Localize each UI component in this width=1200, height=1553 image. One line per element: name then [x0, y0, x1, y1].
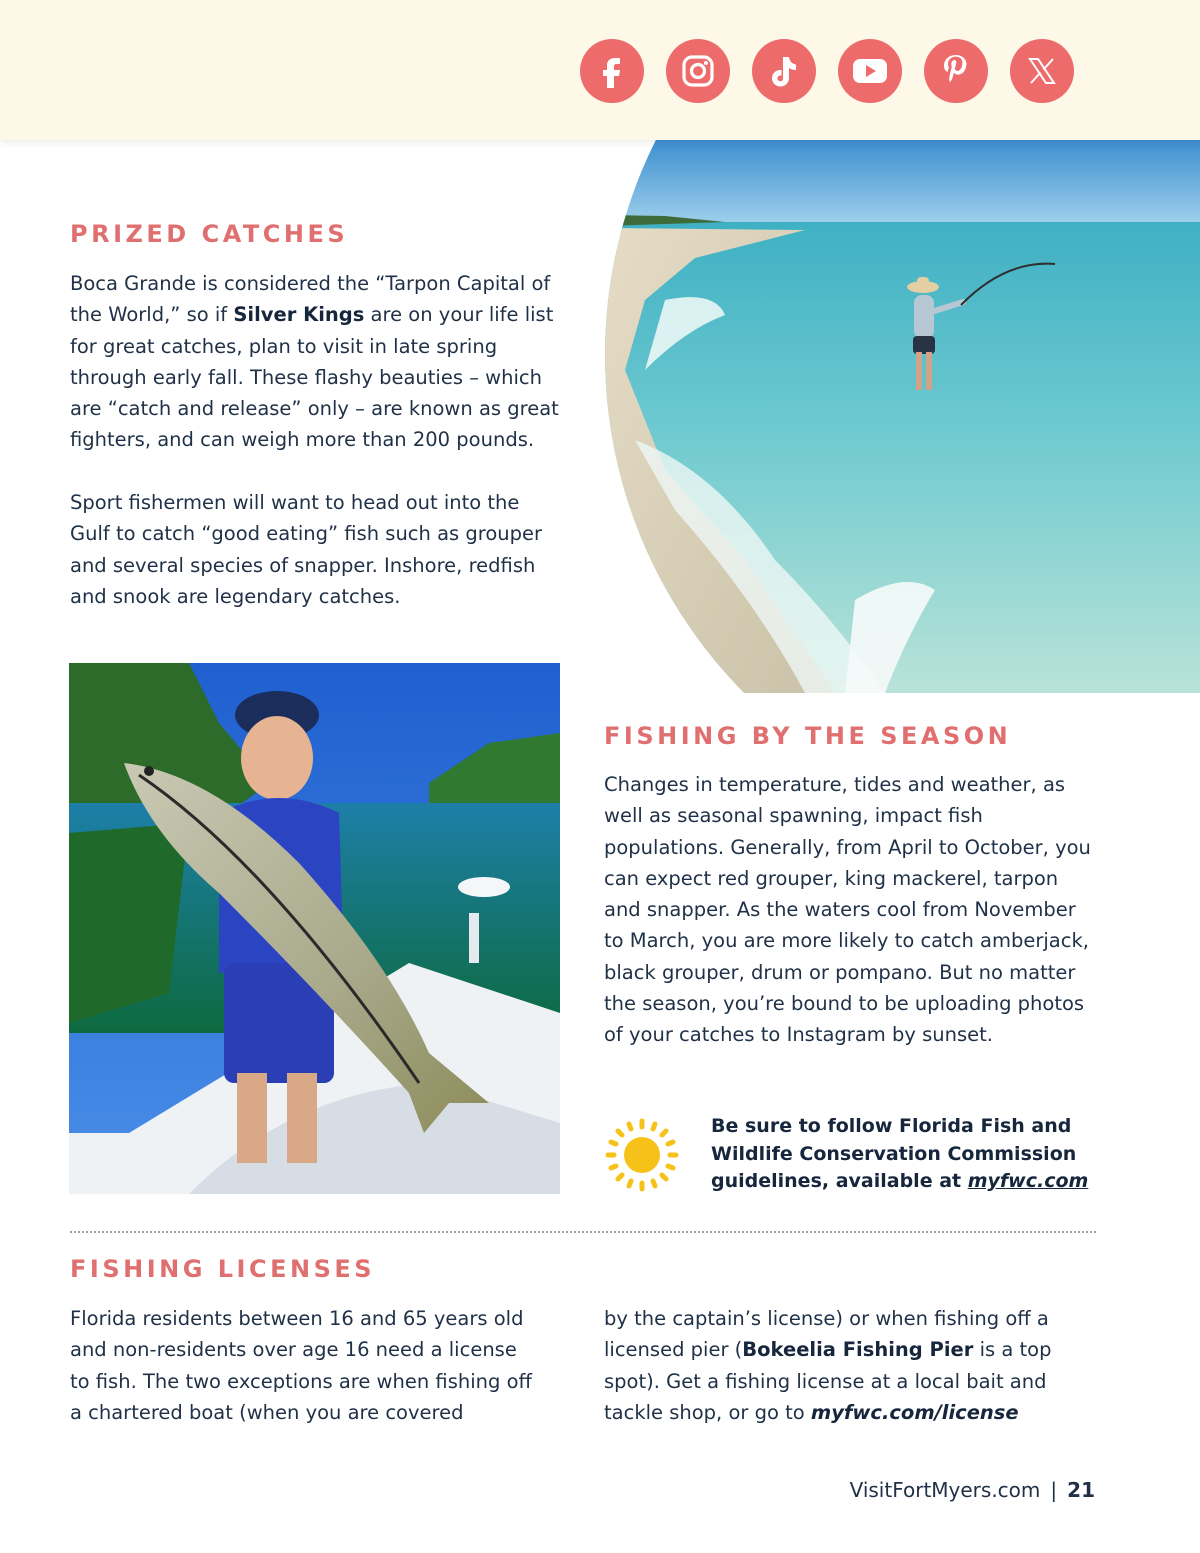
fishing-licenses-heading: FISHING LICENSES [70, 1255, 376, 1283]
prized-catches-heading: PRIZED CATCHES [70, 220, 349, 248]
licenses-text-cont: is a top spot). Get a fishing license at a local bait and tackle shop, or go to [604, 1338, 1052, 1424]
beach-angler-photo [605, 140, 1200, 693]
sun-icon [605, 1118, 679, 1192]
fishing-season-paragraph: Changes in temperature, tides and weather, as well as seasonal spawning, impact fish populations. Generally, from April to October, you can expect red grouper, king mackerel, tarpon and snapper. As the waters cool from November to March, you are more likely to catch amberjack, black grouper, drum or pompano. But no matter the season, you’re bound to be uploading photos of your catches to Instagram by sunset. [604, 773, 1091, 1047]
instagram-link[interactable] [666, 39, 730, 103]
boy-holding-snook-photo [69, 663, 560, 1194]
prized-text: Boca Grande is considered the “Tarpon Capital of the World,” so if [70, 272, 551, 327]
instagram-icon [681, 54, 715, 88]
x-link[interactable] [1010, 39, 1074, 103]
prized-catches-paragraph-1 [70, 268, 570, 456]
pinterest-icon [941, 53, 971, 89]
silver-kings-bold: Silver Kings [233, 303, 365, 327]
page-number: 21 [1067, 1478, 1095, 1502]
x-icon [1027, 56, 1057, 86]
footer-site: VisitFortMyers.com [849, 1478, 1041, 1502]
prized-text-cont: are on your life list for great catches, plan to visit in late spring through early fall. These flashy beauties – which are “catch and release” only – are known as great fighters, and can weigh more than 200 pounds. [70, 303, 559, 452]
page-footer [850, 1478, 1095, 1502]
bokeelia-pier-bold: Bokeelia Fishing Pier [742, 1338, 974, 1362]
dotted-divider [70, 1231, 1096, 1233]
fishing-season-heading: FISHING BY THE SEASON [604, 722, 1012, 750]
youtube-link[interactable] [838, 39, 902, 103]
facebook-icon [597, 54, 627, 88]
fwc-callout [711, 1113, 1111, 1196]
header-bar [0, 0, 1200, 140]
prized-catches-paragraph-2: Sport fishermen will want to head out into the Gulf to catch “good eating” fish such as grouper and several species of snapper. Inshore, redfish and snook are legendary catches. [70, 491, 543, 608]
tiktok-link[interactable] [752, 39, 816, 103]
tiktok-icon [768, 54, 800, 88]
footer-separator: | [1050, 1478, 1058, 1502]
facebook-link[interactable] [580, 39, 644, 103]
fwc-callout-text: Be sure to follow Florida Fish and Wildlife Conservation Commission guidelines, available at [711, 1115, 1077, 1192]
licenses-paragraph-col1: Florida residents between 16 and 65 years old and non-residents over age 16 need a license to fish. The two exceptions are when fishing off a chartered boat (when you are covered [70, 1307, 532, 1424]
myfwc-license-link[interactable]: myfwc.com/license [810, 1400, 1019, 1424]
pinterest-link[interactable] [924, 39, 988, 103]
myfwc-link[interactable]: myfwc.com [967, 1170, 1089, 1192]
licenses-paragraph-col2 [604, 1303, 1104, 1428]
licenses-text: by the captain’s license) or when fishing off a licensed pier ( [604, 1307, 1049, 1362]
youtube-icon [852, 57, 888, 85]
